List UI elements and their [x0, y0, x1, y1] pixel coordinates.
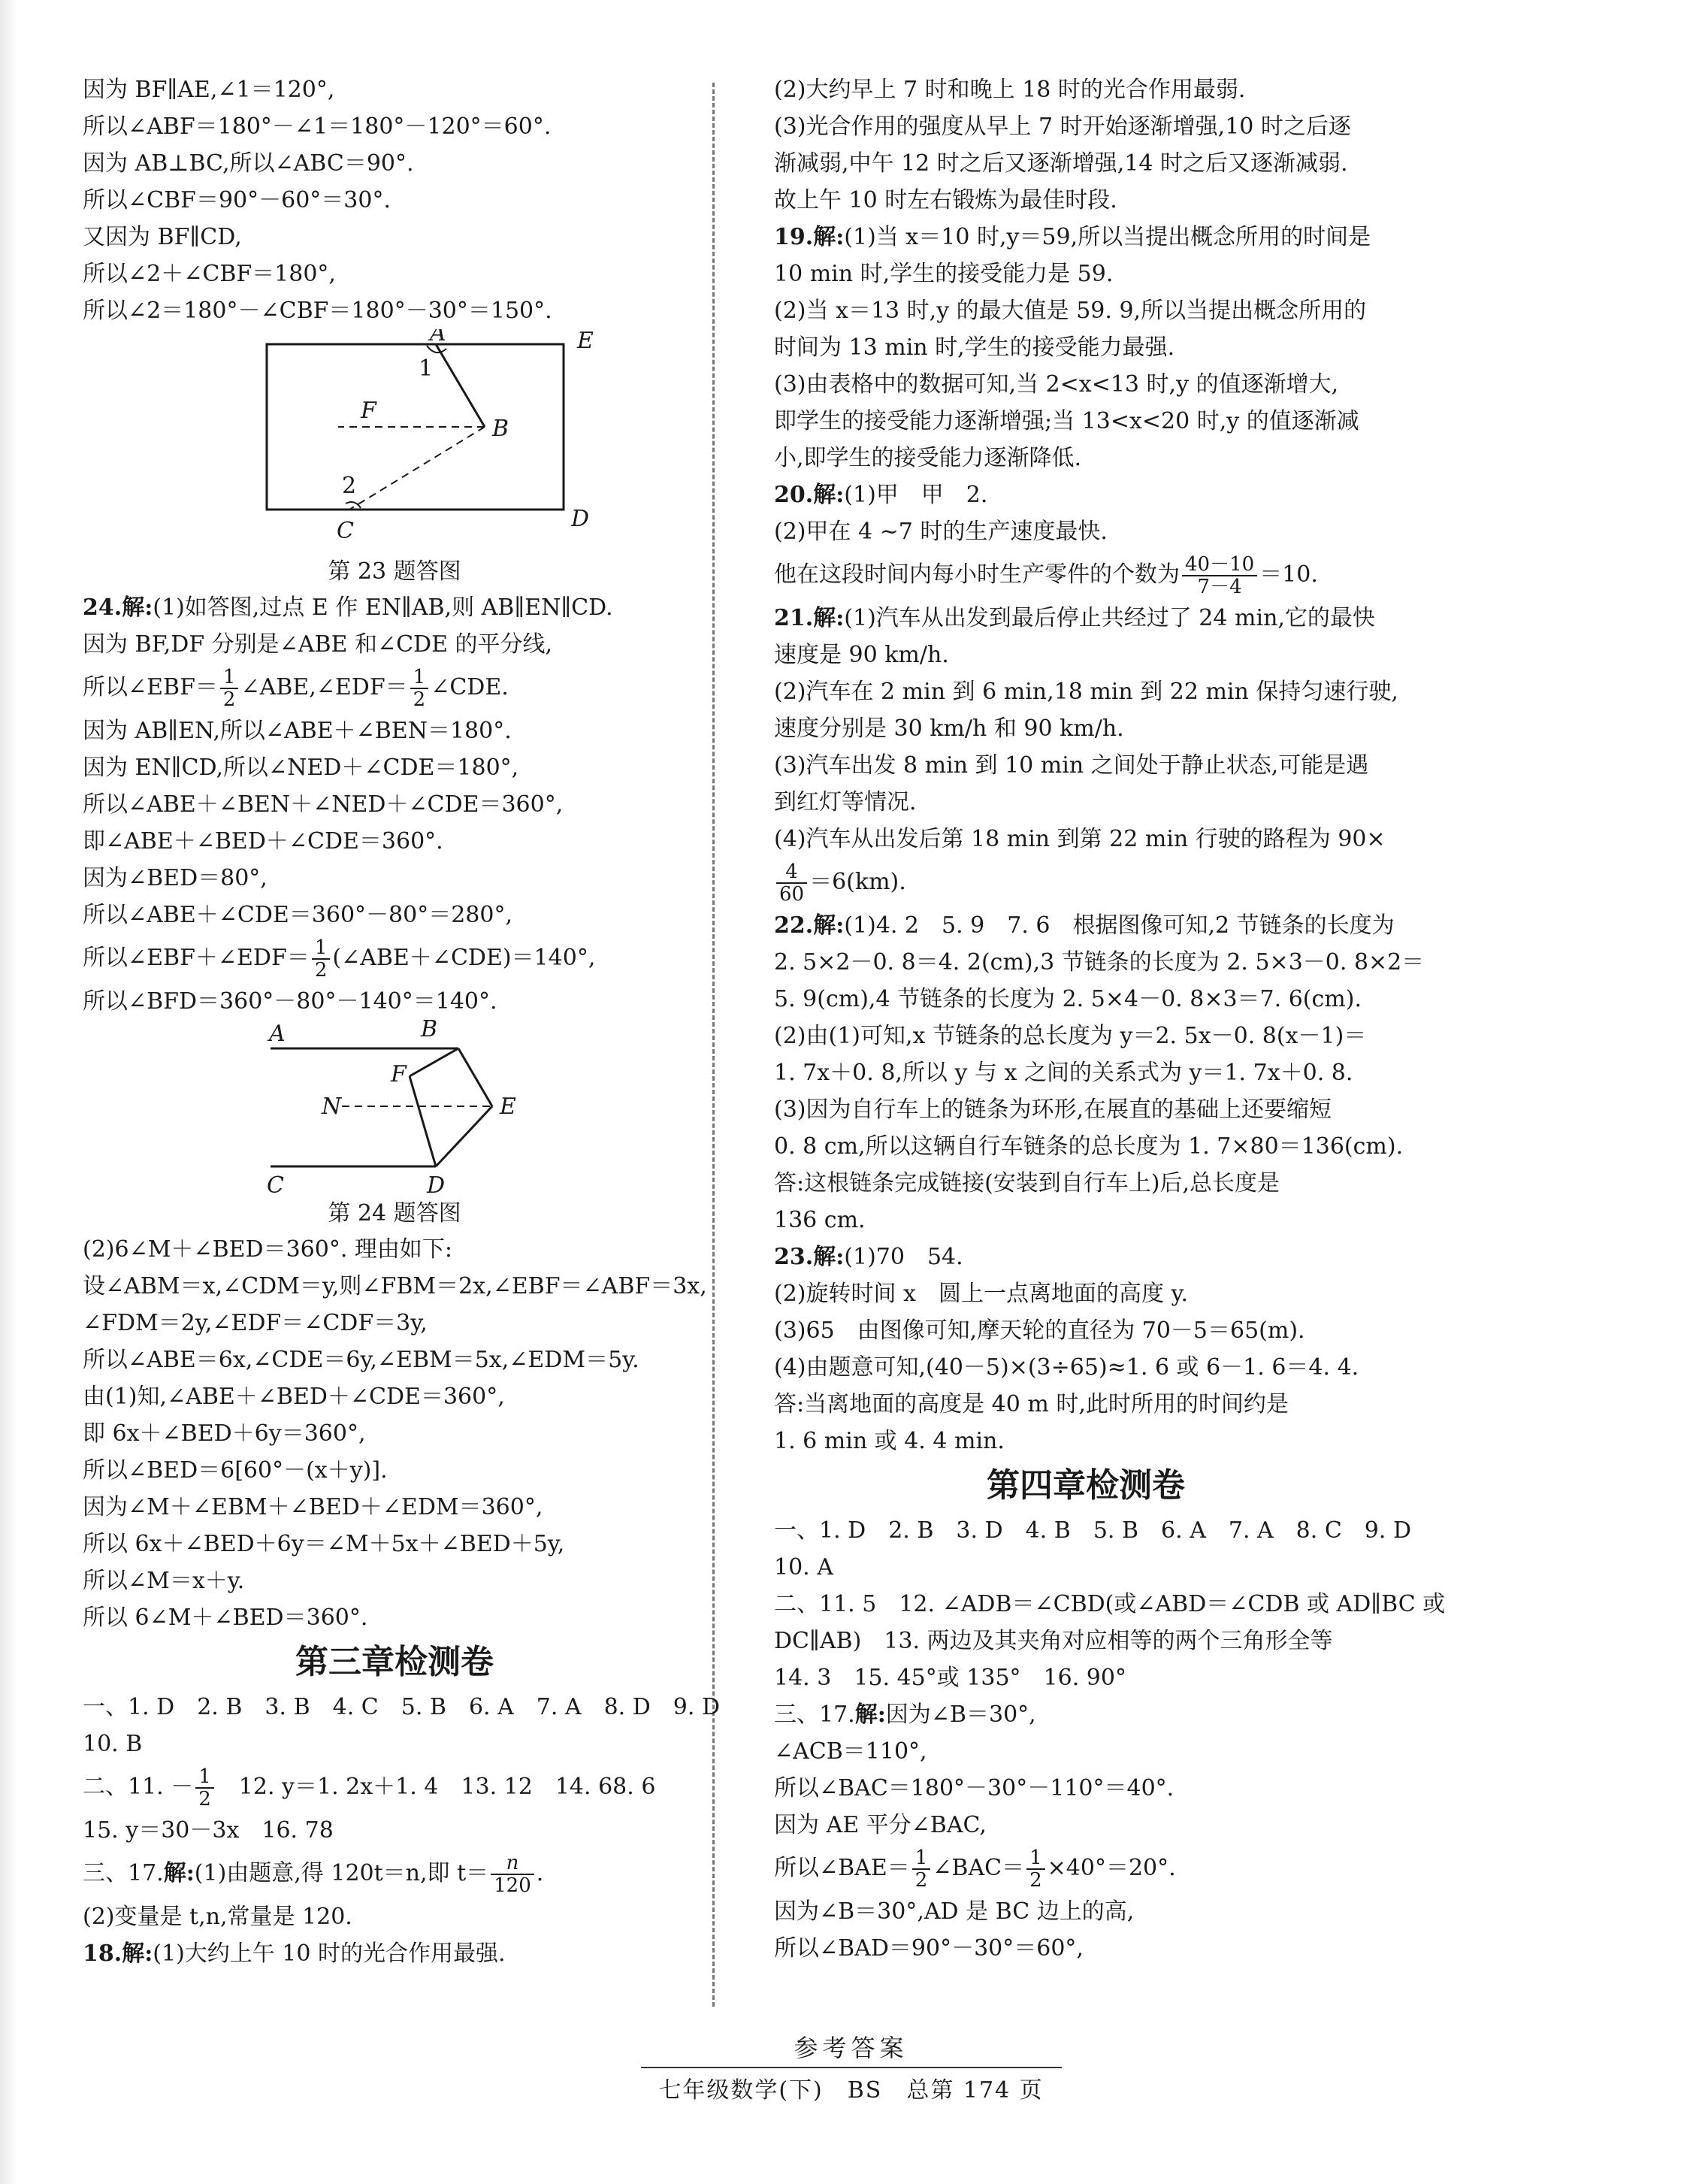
- text-line: 所以∠ABE＝6x,∠CDE＝6y,∠EBM＝5x,∠EDM＝5y.: [83, 1347, 639, 1373]
- text: ∠ABE,∠EDF＝: [240, 674, 408, 700]
- q24-line2: 因为 BF,DF 分别是∠ABE 和∠CDE 的平分线,: [83, 631, 553, 658]
- q22-first: [774, 907, 1398, 944]
- text-line: 因为 AE 平分∠BAC,: [774, 1812, 987, 1838]
- jie: 解:: [854, 1702, 886, 1728]
- label-1: 1: [419, 355, 434, 382]
- label-F: F: [361, 398, 376, 424]
- text-line: 所以∠ABE＋∠BEN＋∠NED＋∠CDE＝360°,: [83, 791, 564, 818]
- text-line: 又因为 BF∥CD,: [83, 224, 242, 250]
- ch4-part1b: 10. A: [774, 1554, 833, 1581]
- question-number: 三、17.: [774, 1702, 855, 1728]
- chapter4-title: 第四章检测卷: [987, 1466, 1185, 1505]
- text-line: 设∠ABM＝x,∠CDM＝y,则∠FBM＝2x,∠EBF＝∠ABF＝3x,: [83, 1273, 707, 1299]
- text-line: 因为∠B＝30°,AD 是 BC 边上的高,: [774, 1898, 1135, 1925]
- ch4-q17-first: [774, 1696, 1398, 1733]
- text-line: 所以 6∠M＋∠BED＝360°.: [83, 1605, 368, 1631]
- numerator: 4: [776, 861, 807, 884]
- fraction: [912, 1847, 931, 1891]
- numerator: n: [491, 1853, 534, 1875]
- ch4-q17-lines-2: [774, 1893, 1398, 1967]
- jie: 解:: [163, 1860, 195, 1886]
- ch3-part1: 一、1. D 2. B 3. B 4. C 5. B 6. A 7. A 8. D 9. D: [83, 1694, 721, 1720]
- text-line: 答:当离地面的高度是 40 m 时,此时所用的时间约是: [774, 1391, 1289, 1417]
- ch3-q18: [83, 1935, 706, 1972]
- label-C: C: [267, 1172, 284, 1196]
- text-line: 由(1)知,∠ABE＋∠BED＋∠CDE＝360°,: [83, 1384, 505, 1410]
- text-line: 因为 EN∥CD,所以∠NED＋∠CDE＝180°,: [83, 755, 519, 781]
- ch4-part2b: DC∥AB) 13. 两边及其夹角对应相等的两个三角形全等: [774, 1628, 1333, 1654]
- denominator: 60: [779, 883, 805, 906]
- q24-solution-lines: [83, 712, 706, 933]
- text-line: 所以 6x＋∠BED＋6y＝∠M＋5x＋∠BED＋5y,: [83, 1531, 565, 1557]
- fraction: [195, 1766, 214, 1810]
- text-line: 所以∠CBF＝90°－60°＝30°.: [83, 187, 391, 213]
- text: 所以∠EBF＝: [83, 674, 218, 700]
- question-number: 三、17.: [83, 1860, 164, 1886]
- q23-solution-lines: [83, 71, 706, 329]
- jie: 解:: [813, 1244, 845, 1270]
- text-line: 速度是 90 km/h.: [774, 642, 949, 668]
- text-line: 所以∠ABE＋∠CDE＝360°－80°＝280°,: [83, 902, 513, 928]
- numerator: 1: [220, 667, 239, 689]
- text-line: (3)光合作用的强度从早上 7 时开始逐渐增强,10 时之后逐: [774, 113, 1351, 140]
- text-line: 所以∠BED＝6[60°－(x＋y)].: [83, 1457, 388, 1484]
- text-line: 时间为 13 min 时,学生的接受能力最强.: [774, 334, 1175, 361]
- label-C: C: [337, 518, 354, 544]
- q20-line2: (2)甲在 4 ~7 时的生产速度最快.: [774, 519, 1108, 545]
- footer-rule: [641, 2067, 1062, 2068]
- q24-last-line: 所以∠BFD＝360°－80°－140°＝140°.: [83, 988, 497, 1015]
- text-line: 答:这根链条完成链接(安装到自行车上)后,总长度是: [774, 1170, 1280, 1196]
- label-D: D: [427, 1172, 446, 1196]
- text-line: 所以∠M＝x＋y.: [83, 1568, 245, 1594]
- text: (1)4. 2 5. 9 7. 6 根据图像可知,2 节链条的长度为: [844, 912, 1395, 939]
- denominator: 2: [314, 959, 328, 982]
- text-line: (2)汽车在 2 min 到 6 min,18 min 到 22 min 保持匀速行驶,: [774, 679, 1398, 705]
- figure-24-diagram: [83, 1020, 706, 1196]
- text-line: 故上午 10 时左右锻炼为最佳时段.: [774, 187, 1117, 213]
- numerator: 1: [312, 937, 331, 960]
- figure-24-caption: 第 24 题答图: [328, 1200, 461, 1227]
- fraction: [220, 667, 239, 710]
- page-footer: [0, 2029, 1702, 2104]
- label-B: B: [492, 416, 509, 442]
- text-line: 因为∠M＋∠EBM＋∠BED＋∠EDM＝360°,: [83, 1494, 543, 1520]
- text: (1)大约上午 10 时的光合作用最强.: [153, 1940, 506, 1967]
- jie: 解:: [813, 912, 845, 939]
- q18-continued-lines: [774, 71, 1398, 219]
- label-B: B: [421, 1020, 438, 1042]
- ch3-part2: [83, 1762, 706, 1812]
- text-line: (3)65 由图像可知,摩天轮的直径为 70－5＝65(m).: [774, 1317, 1305, 1344]
- jie: 解:: [122, 1940, 153, 1967]
- label-2: 2: [342, 473, 357, 499]
- question-number: 19.: [774, 224, 814, 250]
- q24-part2-lines: [83, 1231, 706, 1636]
- q19-first: [774, 219, 1398, 256]
- denominator: 2: [1029, 1869, 1042, 1892]
- text-line: 所以∠2＝180°－∠CBF＝180°－30°＝150°.: [83, 298, 552, 324]
- question-number: 23.: [774, 1244, 814, 1270]
- figure-23: [83, 329, 706, 555]
- text-line: 因为 BF∥AE,∠1＝120°,: [83, 77, 335, 103]
- ch3-q17b: (2)变量是 t,n,常量是 120.: [83, 1904, 352, 1930]
- footer-title: 参考答案: [794, 2034, 908, 2062]
- text: (1)甲 甲 2.: [844, 482, 988, 508]
- q23-lines: [774, 1275, 1398, 1460]
- ch4-part2c: 14. 3 15. 45°或 135° 16. 90°: [774, 1665, 1126, 1691]
- text-line: 速度分别是 30 km/h 和 90 km/h.: [774, 715, 1124, 742]
- denominator: 2: [198, 1788, 211, 1810]
- denominator: 120: [494, 1874, 531, 1897]
- numerator: 1: [410, 667, 429, 689]
- text-line: (2)当 x＝13 时,y 的最大值是 59. 9,所以当提出概念所用的: [774, 298, 1367, 324]
- question-number: 22.: [774, 912, 814, 939]
- text-line: 所以∠BAD＝90°－30°＝60°,: [774, 1935, 1084, 1962]
- text: ＝6(km).: [809, 869, 906, 895]
- text-line: 5. 9(cm),4 节链条的长度为 2. 5×4－0. 8×3＝7. 6(cm).: [774, 986, 1362, 1012]
- text-line: (2)旋转时间 x 圆上一点离地面的高度 y.: [774, 1281, 1188, 1307]
- ch4-q17-lines: [774, 1733, 1398, 1844]
- text: ×40°＝20°.: [1047, 1855, 1176, 1881]
- text-line: (2)6∠M＋∠BED＝360°. 理由如下:: [83, 1236, 453, 1263]
- q22-lines: [774, 944, 1425, 1239]
- text-line: 渐减弱,中午 12 时之后又逐渐增强,14 时之后又逐渐减弱.: [774, 150, 1348, 177]
- figure-24: [83, 1020, 706, 1196]
- q21-lines: [774, 637, 1398, 858]
- text: (1)当 x＝10 时,y＝59,所以当提出概念所用的时间是: [844, 224, 1371, 250]
- q20-frac-line: [774, 550, 1398, 600]
- jie: 解:: [813, 224, 845, 250]
- denominator: 2: [914, 1869, 928, 1892]
- text-line: (3)因为自行车上的链条为环形,在展直的基础上还要缩短: [774, 1097, 1332, 1123]
- text-line: (2)由(1)可知,x 节链条的总长度为 y＝2. 5x－0. 8(x－1)＝: [774, 1023, 1367, 1049]
- q20-first: [774, 476, 1398, 513]
- left-column: [83, 71, 721, 1972]
- text: .: [536, 1860, 544, 1886]
- numerator: 1: [1026, 1847, 1045, 1870]
- text: (1)汽车从出发到最后停止共经过了 24 min,它的最快: [844, 605, 1375, 631]
- text-line: ∠FDM＝2y,∠EDF＝∠CDF＝3y,: [83, 1310, 428, 1336]
- text-line: (4)由题意可知,(40－5)×(3÷65)≈1. 6 或 6－1. 6＝4. 4.: [774, 1354, 1359, 1381]
- fraction: [1026, 1847, 1045, 1891]
- q23-first: [774, 1239, 1398, 1275]
- fraction: [491, 1853, 534, 1896]
- text: (1)70 54.: [844, 1244, 963, 1270]
- fraction: [312, 937, 331, 981]
- fraction: [1182, 554, 1257, 597]
- text-line: 2. 5×2－0. 8＝4. 2(cm),3 节链条的长度为 2. 5×3－0. 8×2＝: [774, 949, 1425, 976]
- ch3-part2b: 15. y＝30－3x 16. 78: [83, 1817, 334, 1844]
- text: (1)由题意,得 120t＝n,即 t＝: [194, 1860, 489, 1886]
- denominator: 2: [413, 688, 426, 711]
- fraction: [410, 667, 429, 710]
- text: 所以∠EBF＋∠EDF＝: [83, 945, 310, 971]
- figure-23-caption: 第 23 题答图: [328, 558, 461, 585]
- text-line: 10 min 时,学生的接受能力是 59.: [774, 261, 1114, 287]
- text-line: 因为 AB⊥BC,所以∠ABC＝90°.: [83, 150, 414, 177]
- text: 二、11. －: [83, 1774, 194, 1800]
- denominator: 7－4: [1197, 576, 1242, 598]
- label-E: E: [577, 329, 594, 354]
- label-A: A: [430, 329, 446, 346]
- label-D: D: [571, 506, 590, 532]
- numerator: 40－10: [1182, 554, 1257, 576]
- text-line: 即学生的接受能力逐渐增强;当 13<x<20 时,y 的值逐渐减: [774, 408, 1359, 434]
- text: ＝10.: [1259, 561, 1318, 588]
- numerator: 1: [195, 1766, 214, 1789]
- label-A: A: [269, 1021, 286, 1047]
- ch4-part2: 二、11. 5 12. ∠ADB＝∠CBD(或∠ABD＝∠CDB 或 AD∥BC 或: [774, 1591, 1446, 1617]
- text: 12. y＝1. 2x＋1. 4 13. 12 14. 68. 6: [216, 1774, 656, 1800]
- text-line: 即∠ABE＋∠BED＋∠CDE＝360°.: [83, 828, 443, 855]
- ch3-q17: [83, 1849, 706, 1898]
- text-line: 所以∠2＋∠CBF＝180°,: [83, 261, 336, 287]
- q24-frac-line2: [83, 933, 706, 983]
- chapter3-title: 第三章检测卷: [295, 1643, 494, 1681]
- footer-subtitle: 七年级数学(下) BS 总第 174 页: [658, 2077, 1044, 2104]
- question-number: 18.: [83, 1940, 122, 1967]
- text-line: (3)汽车出发 8 min 到 10 min 之间处于静止状态,可能是遇: [774, 752, 1369, 779]
- text-line: 136 cm.: [774, 1207, 866, 1233]
- q24-frac-line: [83, 663, 706, 712]
- text-line: 小,即学生的接受能力逐渐降低.: [774, 445, 1082, 471]
- text-line: ∠ACB＝110°,: [774, 1738, 927, 1765]
- text: 他在这段时间内每小时生产零件的个数为: [774, 561, 1180, 588]
- q24-text: (1)如答图,过点 E 作 EN∥AB,则 AB∥EN∥CD.: [153, 594, 613, 621]
- text-line: (3)由表格中的数据可知,当 2<x<13 时,y 的值逐渐增大,: [774, 371, 1339, 398]
- text-line: 1. 6 min 或 4. 4 min.: [774, 1428, 1005, 1454]
- label-N: N: [322, 1094, 342, 1120]
- label-E: E: [500, 1094, 516, 1120]
- q24-first-line: [83, 589, 706, 626]
- ch4-q17-frac-line: [774, 1844, 1398, 1893]
- q24-jie: 解:: [122, 594, 153, 621]
- jie: 解:: [813, 482, 845, 508]
- numerator: 1: [912, 1847, 931, 1870]
- text: 因为∠B＝30°,: [885, 1702, 1036, 1728]
- q21-frac-line: [774, 858, 1398, 907]
- text-line: 到红灯等情况.: [774, 789, 917, 815]
- ch3-part1b: 10. B: [83, 1731, 143, 1757]
- text-line: 即 6x＋∠BED＋6y＝360°,: [83, 1420, 366, 1447]
- text-line: 所以∠BAC＝180°－30°－110°＝40°.: [774, 1775, 1174, 1801]
- question-number: 20.: [774, 482, 814, 508]
- denominator: 2: [222, 688, 236, 711]
- text-line: 1. 7x＋0. 8,所以 y 与 x 之间的关系式为 y＝1. 7x＋0. 8.: [774, 1060, 1353, 1086]
- q19-lines: [774, 256, 1398, 476]
- ch4-part1: 一、1. D 2. B 3. D 4. B 5. B 6. A 7. A 8. C 9. D: [774, 1517, 1412, 1544]
- figure-23-diagram: [83, 329, 706, 555]
- question-number: 21.: [774, 605, 814, 631]
- q21-first: [774, 600, 1398, 637]
- text-line: 0. 8 cm,所以这辆自行车链条的总长度为 1. 7×80＝136(cm).: [774, 1133, 1404, 1160]
- text: ∠BAC＝: [933, 1855, 1025, 1881]
- q24-number: 24.: [83, 594, 122, 621]
- text-line: 因为 AB∥EN,所以∠ABE＋∠BEN＝180°.: [83, 718, 512, 744]
- jie: 解:: [813, 605, 845, 631]
- text-line: (2)大约早上 7 时和晚上 18 时的光合作用最弱.: [774, 77, 1246, 103]
- fraction: [776, 861, 807, 905]
- right-column: [774, 71, 1446, 1967]
- text: 所以∠BAE＝: [774, 1855, 910, 1881]
- text: (∠ABE＋∠CDE)＝140°,: [332, 945, 596, 971]
- text-line: 因为∠BED＝80°,: [83, 865, 268, 891]
- text-line: 所以∠ABF＝180°－∠1＝180°－120°＝60°.: [83, 113, 552, 140]
- label-F: F: [391, 1061, 407, 1087]
- text: ∠CDE.: [431, 674, 509, 700]
- scan-edge: [0, 0, 17, 2184]
- text-line: (4)汽车从出发后第 18 min 到第 22 min 行驶的路程为 90×: [774, 826, 1386, 852]
